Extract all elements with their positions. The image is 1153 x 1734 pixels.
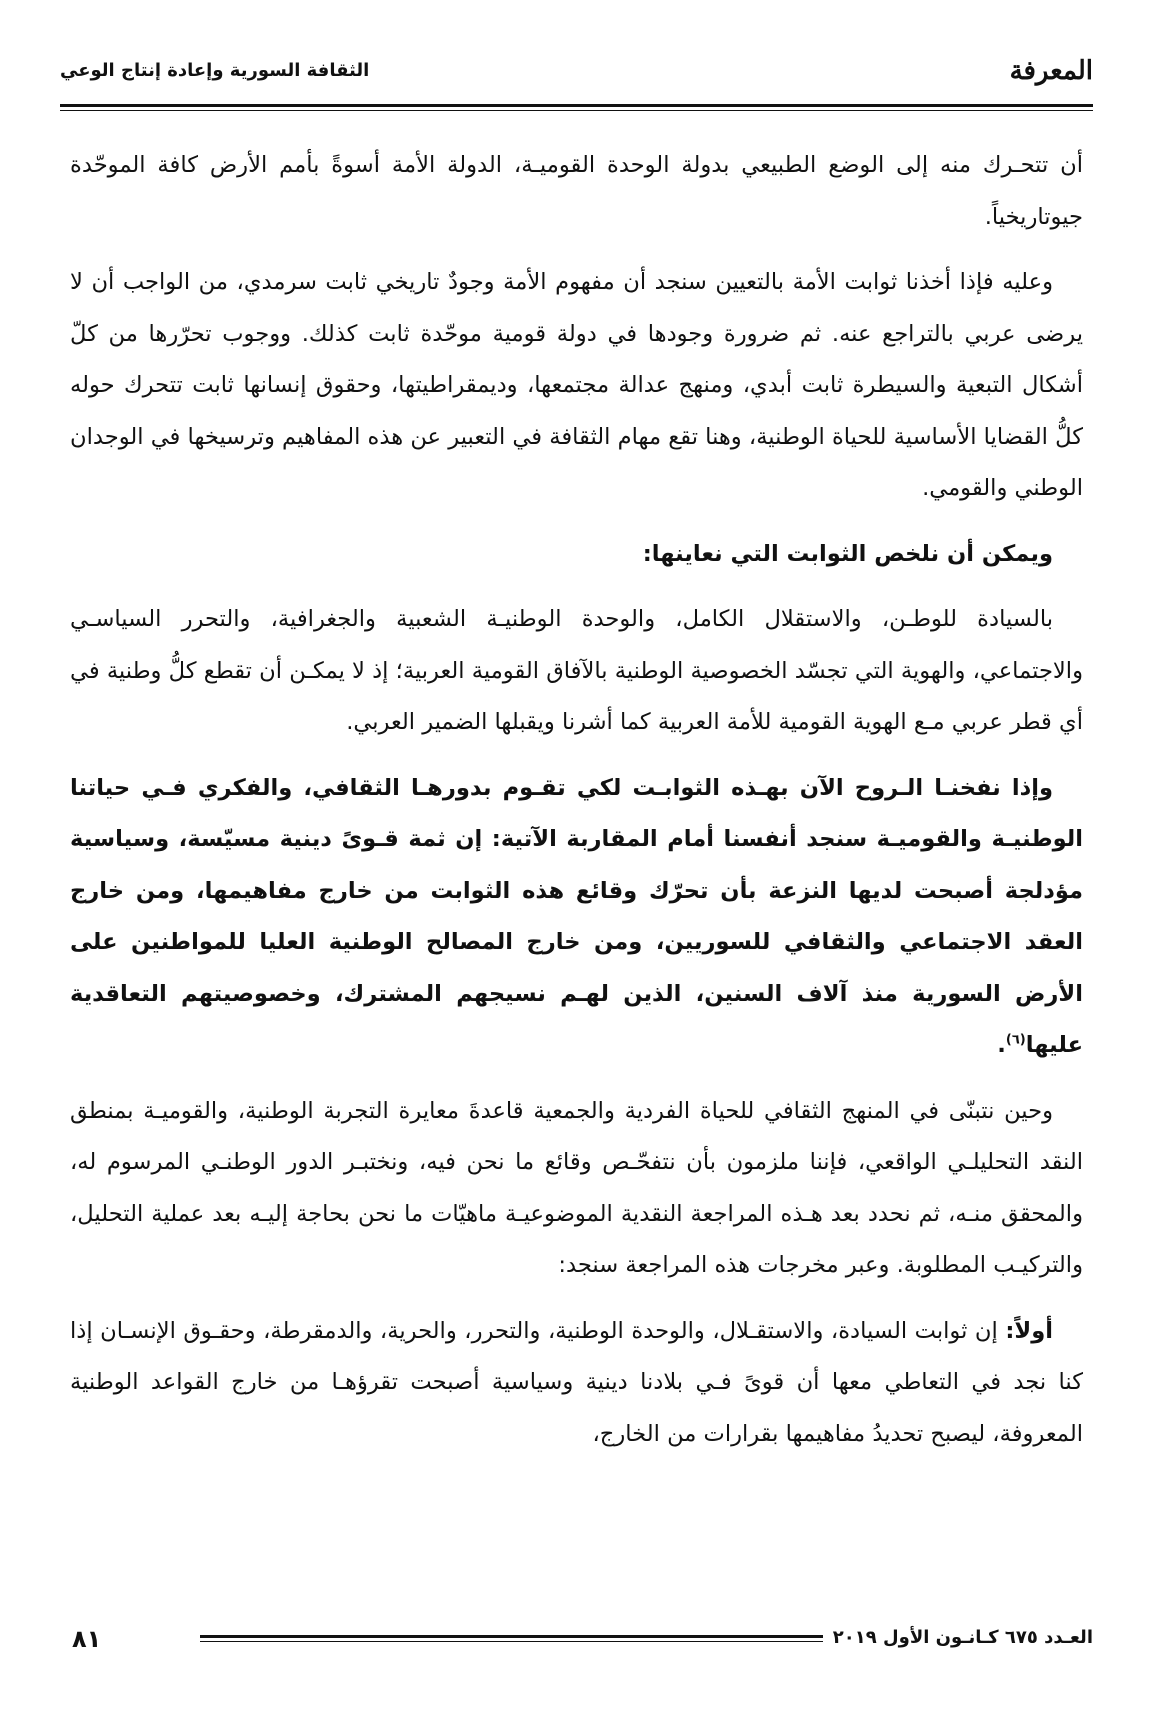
footer-rule [200,1635,823,1638]
page-number: ٨١ [72,1625,102,1653]
paragraph-6 [70,1306,1083,1461]
header-rule [60,104,1093,107]
issue-info: العـدد ٦٧٥ كـانـون الأول ٢٠١٩ [832,1627,1093,1648]
paragraph-4-text: وإذا نفخنـا الـروح الآن بهـذه الثوابـت لكي تقـوم بدورهـا الثقافي، والفكري فـي حياتنا الوطنيـة والقوميـة سنجد أنفسنا أمام المقاربة الآتية: إن ثمة قـوىً دينية مسيّسة، وسياسية مؤدلجة أصبحت لديها النزعة بأن تحرّك وقائع هذه الثوابت من خارج مفاهيمها، ومن خارج العقد الاجتماعي والثقافي للسوريين، ومن خارج المصالح الوطنية العليا للمواطنين على الأرض السورية منذ آلاف السنين، الذين لهـم نسيجهم المشترك، وخصوصيتهم التعاقدية عليها [70,774,1083,1058]
section-lead: ويمكن أن نلخص الثوابت التي نعاينها: [642,540,1053,567]
page-footer [60,1625,1093,1665]
header-rule-thin [60,110,1093,111]
journal-logo: المعرفة [1009,56,1093,86]
paragraph-4-end: . [997,1032,1006,1058]
paragraph-4 [70,763,1083,1072]
point-label: أولاً: [1005,1317,1053,1344]
page-header [60,50,1093,94]
paragraph-1: أن تتحـرك منه إلى الوضع الطبيعي بدولة الوحدة القوميـة، الدولة الأمة أسوةً بأمم الأرض كافة الموحّدة جيوتاريخياً. [70,152,1083,230]
paragraph-5: وحين نتبنّى في المنهج الثقافي للحياة الفردية والجمعية قاعدةَ معايرة التجربة الوطنية، والقوميـة بمنطق النقد التحليلـي الواقعي، فإننا ملزمون بأن نتفحّـص وقائع ما نحن فيه، ونختبـر الدور الوطنـي المرسوم له، والمحقق منـه، ثم نحدد بعد هـذه المراجعة النقدية الموضوعيـة ماهيّات ما نحن بحاجة إليـه بعد عملية التحليل، والتركيـب المطلوبة. وعبر مخرجات هذه المراجعة سنجد: [70,1097,1083,1278]
paragraph-2: وعليه فإذا أخذنا ثوابت الأمة بالتعيين سنجد أن مفهوم الأمة وجودٌ تاريخي ثابت سرمدي، من الواجب أن لا يرضى عربي بالتراجع عنه. ثم ضرورة وجودها في دولة قومية موحّدة ثابت كذلك. ووجوب تحرّرها من كلّ أشكال التبعية والسيطرة ثابت أبدي، ومنهج عدالة مجتمعها، وديمقراطيتها، وحقوق إنسانها ثابت تتحرك حوله كلُّ القضايا الأساسية للحياة الوطنية، وهنا تقع مهام الثقافة في التعبير عن هذه المفاهيم وترسيخها في الوجدان الوطني والقومي. [70,269,1083,501]
running-title: الثقافة السورية وإعادة إنتاج الوعي [60,60,370,81]
footer-rule-thin [200,1641,823,1642]
footnote-reference: (٦) [1005,1032,1026,1048]
article-body [70,140,1083,1474]
paragraph-3: بالسيادة للوطـن، والاستقلال الكامل، والوحدة الوطنيـة الشعبية والجغرافية، والتحرر السياسـي والاجتماعي، والهوية التي تجسّد الخصوصية الوطنية بالآفاق القومية العربية؛ إذ لا يمكـن أن تقطع كلُّ وطنية في أي قطر عربي مـع الهوية القومية للأمة العربية كما أشرنا ويقبلها الضمير العربي. [70,606,1083,735]
paragraph-6-text: إن ثوابت السيادة، والاستقـلال، والوحدة الوطنية، والتحرر، والحرية، والدمقرطة، وحقـوق الإنسـان إذا كنا نجد في التعاطي معها أن قوىً فـي بلادنا دينية وسياسية أصبحت تقرؤهـا من خارج القواعد الوطنية المعروفة، ليصبح تحديدُ مفاهيمها بقرارات من الخارج، [70,1317,1083,1447]
